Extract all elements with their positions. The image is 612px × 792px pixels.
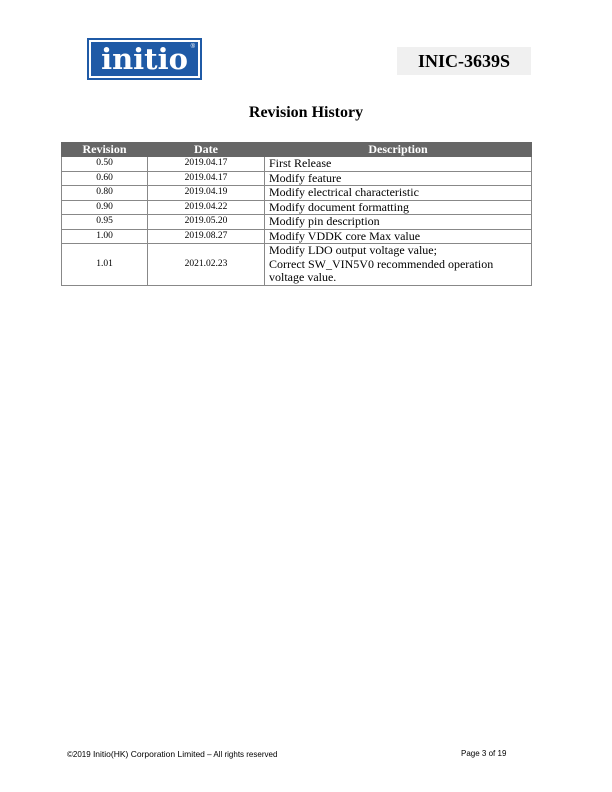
page-total: 19 — [497, 749, 507, 758]
revision-cell: 1.01 — [62, 244, 148, 286]
copyright-year: ©2019 — [67, 750, 91, 759]
table-row — [62, 186, 532, 201]
rights-text: – All rights reserved — [207, 750, 278, 759]
description-cell — [265, 244, 532, 286]
description-line: Modify feature — [269, 170, 342, 185]
table-row — [62, 200, 532, 215]
description-line: Modify LDO output voltage value; — [269, 243, 437, 257]
document-id: INIC-3639S — [397, 47, 531, 75]
revision-cell: 0.50 — [62, 157, 148, 172]
column-header-date: Date — [148, 143, 265, 157]
description-line: First Release — [269, 156, 332, 170]
table-row — [62, 157, 532, 172]
column-header-revision: Revision — [62, 143, 148, 157]
description-cell — [265, 229, 532, 244]
description-cell — [265, 171, 532, 186]
description-line: Modify VDDK core Max value — [269, 228, 421, 243]
description-line: voltage value. — [269, 270, 337, 284]
page-number — [461, 749, 506, 758]
page-label: Page — [461, 749, 480, 758]
revision-cell: 0.80 — [62, 186, 148, 201]
description-cell — [265, 157, 532, 172]
page-of: of — [488, 749, 496, 758]
registered-mark: ® — [190, 44, 195, 50]
table-header-row — [62, 143, 532, 157]
table-row — [62, 229, 532, 244]
page-current: 3 — [481, 749, 487, 758]
revision-cell: 0.90 — [62, 200, 148, 215]
description-cell — [265, 215, 532, 230]
description-cell — [265, 186, 532, 201]
date-cell: 2019.04.17 — [148, 171, 265, 186]
date-cell: 2021.02.23 — [148, 244, 265, 286]
date-cell: 2019.08.27 — [148, 229, 265, 244]
description-line: Correct SW_VIN5V0 recommended operation — [269, 256, 494, 271]
table-row — [62, 171, 532, 186]
date-cell: 2019.05.20 — [148, 215, 265, 230]
footer-copyright — [67, 749, 277, 759]
logo-text: initio — [101, 41, 188, 76]
table-row — [62, 244, 532, 286]
date-cell: 2019.04.19 — [148, 186, 265, 201]
date-cell: 2019.04.22 — [148, 200, 265, 215]
description-line: Modify pin description — [269, 214, 380, 228]
description-line: Modify electrical characteristic — [269, 185, 419, 199]
page-title: Revision History — [248, 104, 364, 121]
revision-cell: 1.00 — [62, 229, 148, 244]
logo-badge — [91, 42, 198, 76]
revision-cell: 0.95 — [62, 215, 148, 230]
date-cell: 2019.04.17 — [148, 157, 265, 172]
revision-table — [61, 142, 532, 286]
description-cell — [265, 200, 532, 215]
revision-cell: 0.60 — [62, 171, 148, 186]
column-header-description: Description — [265, 143, 532, 157]
company-name: Initio(HK) Corporation Limited — [92, 749, 205, 759]
initio-logo — [87, 38, 202, 80]
table-row — [62, 215, 532, 230]
description-line: Modify document formatting — [269, 199, 409, 214]
